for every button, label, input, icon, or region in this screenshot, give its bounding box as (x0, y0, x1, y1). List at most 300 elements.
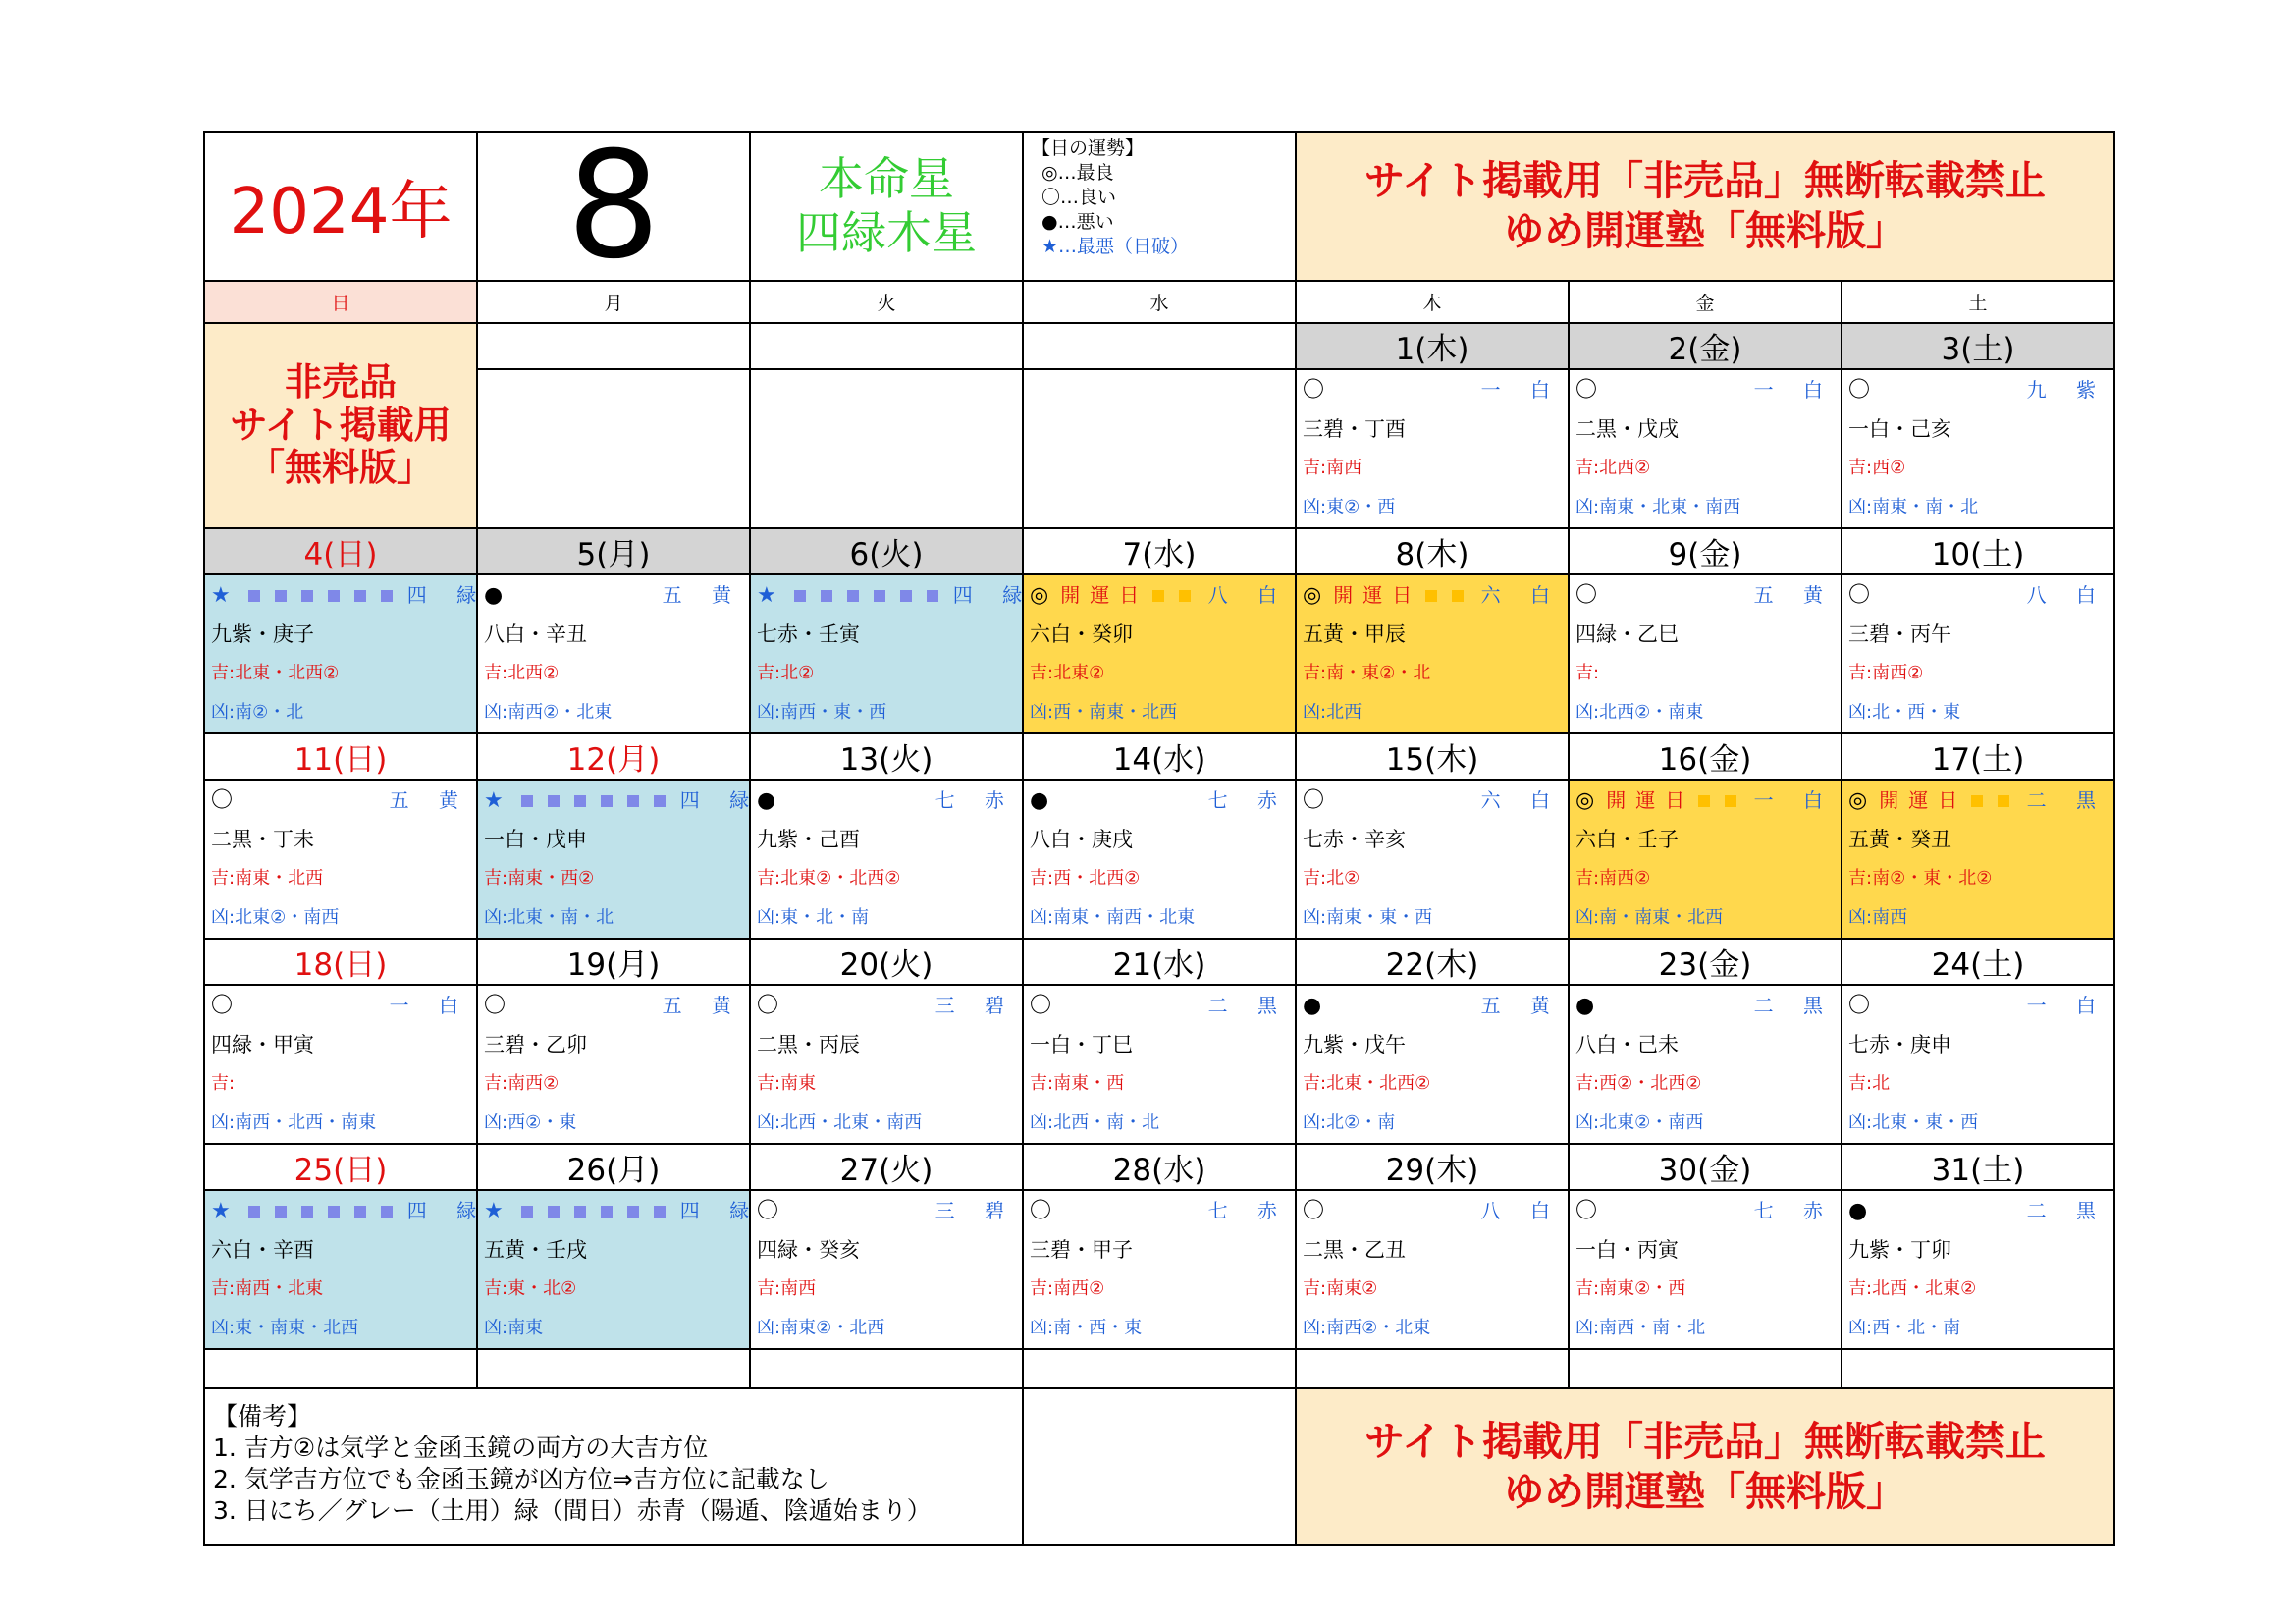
fortune-left (1575, 781, 1751, 821)
unlucky-directions: 凶:北西 (1303, 702, 1362, 723)
fortune-left (1303, 986, 1321, 1026)
blue-square-icon (548, 795, 560, 807)
date-cell: 24(土) (1842, 939, 2114, 985)
fortune-left (484, 1191, 680, 1231)
kyusei-star: 八 白 (2026, 583, 2108, 607)
unlucky-directions: 凶:南東・東・西 (1303, 907, 1433, 928)
fortune-mark: ◎ (1575, 787, 1595, 813)
unlucky-directions: 凶:北東②・南西 (1575, 1112, 1704, 1133)
blue-square-icon (248, 590, 260, 602)
lucky-directions: 吉:西②・北西② (1575, 1073, 1702, 1094)
lucky-directions: 吉:北② (757, 663, 815, 683)
kyusei-star: 七 赤 (1207, 1199, 1289, 1222)
lucky-directions: 吉: (211, 1073, 236, 1094)
date-row (204, 733, 2114, 780)
kanshi-line: 一白・丙寅 (1575, 1238, 1679, 1262)
unlucky-directions: 凶:西・南東・北西 (1030, 702, 1178, 723)
blue-square-icon (381, 1206, 393, 1218)
kyusei-star: 四 緑 (679, 1199, 762, 1222)
kanshi-line: 七赤・庚申 (1848, 1033, 1951, 1056)
yellow-square-icon (1179, 590, 1191, 602)
blue-square-icon (847, 590, 859, 602)
day-cell[interactable] (1842, 1190, 2114, 1349)
fortune-mark: ● (1030, 787, 1049, 813)
weekday-header: 金 (1569, 281, 1842, 323)
honmei-value: 四緑木星 (796, 206, 977, 259)
lucky-directions: 吉:南東・西② (484, 868, 595, 889)
yellow-square-icon (1998, 795, 2009, 807)
empty-cell (1023, 1388, 1296, 1545)
fortune-line (1570, 370, 1841, 409)
lucky-directions: 吉:北② (1303, 868, 1361, 889)
year-title: 2024年 (204, 132, 477, 281)
kanshi-line: 八白・庚戌 (1030, 828, 1133, 851)
yellow-square-icon (1452, 590, 1464, 602)
fortune-line (478, 986, 749, 1025)
date-cell: 3(土) (1842, 323, 2114, 369)
fortune-line (478, 1191, 762, 1230)
day-cell[interactable] (1569, 1190, 1842, 1349)
fortune-line (1297, 781, 1568, 820)
fortune-line (1024, 1191, 1295, 1230)
blue-square-icon (521, 1206, 533, 1218)
day-cell[interactable] (1296, 369, 1569, 528)
fortune-left (211, 986, 233, 1026)
kanshi-line: 六白・癸卯 (1030, 623, 1133, 646)
lucky-directions: 吉:北東② (1030, 663, 1105, 683)
legend-item-bad: ●…悪い (1041, 211, 1114, 234)
fortune-left (1575, 986, 1594, 1026)
notes-title: 【備考】 (213, 1402, 312, 1431)
blue-square-icon (328, 590, 340, 602)
fortune-line (1024, 575, 1295, 615)
fortune-left (484, 986, 506, 1026)
date-cell: 31(土) (1842, 1144, 2114, 1190)
lucky-directions: 吉:西・北西② (1030, 868, 1141, 889)
blue-square-icon (301, 1206, 313, 1218)
day-cell[interactable] (1569, 574, 1842, 733)
blue-square-icon (521, 795, 533, 807)
unlucky-directions: 凶:北・西・東 (1848, 702, 1961, 723)
fortune-line (1570, 781, 1841, 820)
fortune-mark: 〇 (1575, 377, 1598, 403)
fortune-mark: 〇 (1303, 1198, 1325, 1223)
kanshi-line: 九紫・戊午 (1303, 1033, 1406, 1056)
lucky-directions: 吉:南②・東・北② (1848, 868, 1993, 889)
fortune-mark: 〇 (1848, 377, 1871, 403)
fortune-mark: ◎ (1303, 582, 1322, 608)
empty-cell (1023, 1349, 1296, 1388)
kyusei-star: 二 黒 (2026, 788, 2108, 812)
kyusei-star: 五 黄 (1753, 583, 1835, 607)
lucky-directions: 吉: (1575, 663, 1600, 683)
fortune-line (1570, 1191, 1841, 1230)
free-edition-box (204, 323, 477, 528)
day-cell[interactable] (204, 1190, 489, 1349)
empty-cell (1842, 1349, 2114, 1388)
kanshi-line: 七赤・壬寅 (757, 623, 860, 646)
kyusei-star: 五 黄 (389, 788, 470, 812)
lucky-directions: 吉:南西② (1030, 1278, 1105, 1299)
fortune-mark: 〇 (1575, 582, 1598, 608)
date-cell: 28(水) (1023, 1144, 1296, 1190)
lucky-directions: 吉:南西・北東 (211, 1278, 324, 1299)
fortune-line (1842, 781, 2113, 820)
fortune-line (205, 986, 476, 1025)
unlucky-directions: 凶:南東・南・北 (1848, 497, 1979, 517)
kyusei-star: 一 白 (2026, 994, 2108, 1017)
lucky-directions: 吉:西② (1848, 458, 1906, 478)
fortune-left (1848, 575, 1870, 616)
lucky-directions: 吉:北東②・北西② (757, 868, 901, 889)
kyusei-star: 二 黒 (1753, 994, 1835, 1017)
fortune-mark: 〇 (1030, 1198, 1052, 1223)
free-edition-line: 非売品 (284, 359, 397, 404)
yellow-square-icon (1971, 795, 1983, 807)
yellow-square-icon (1698, 795, 1710, 807)
lucky-directions: 吉:南東・西 (1030, 1073, 1125, 1094)
fortune-left (1030, 1191, 1051, 1231)
date-cell: 20(火) (750, 939, 1023, 985)
fortune-left (1848, 370, 1870, 410)
notes-line: 3. 日にち／グレー（土用）緑（間日）赤青（陽遁、陰遁始まり） (213, 1496, 932, 1525)
blue-square-icon (574, 795, 586, 807)
fortune-mark: 〇 (1848, 993, 1871, 1018)
date-cell: 30(金) (1569, 1144, 1842, 1190)
unlucky-directions: 凶:南西②・北東 (1303, 1318, 1431, 1338)
fortune-mark: 〇 (1303, 377, 1325, 403)
date-cell: 6(火) (750, 528, 1023, 574)
weekday-header: 水 (1023, 281, 1296, 323)
day-cell[interactable] (204, 574, 489, 733)
kanshi-line: 九紫・庚子 (211, 623, 314, 646)
fortune-left (1303, 370, 1324, 410)
kanshi-line: 二黒・戊戌 (1575, 417, 1679, 441)
day-cell[interactable] (750, 574, 1035, 733)
kanshi-line: 一白・丁巳 (1030, 1033, 1133, 1056)
fortune-line (205, 781, 476, 820)
kaiun-label: 開運日 (1879, 787, 1968, 812)
blue-square-icon (381, 590, 393, 602)
legend-item-best: ◎…最良 (1041, 162, 1114, 185)
kyusei-star: 七 赤 (934, 788, 1016, 812)
day-cell[interactable] (750, 780, 1023, 939)
date-cell: 26(月) (477, 1144, 750, 1190)
unlucky-directions: 凶:南西・南・北 (1575, 1318, 1706, 1338)
fortune-line (751, 1191, 1022, 1230)
unlucky-directions: 凶:南西・東・西 (757, 702, 887, 723)
day-cell[interactable] (477, 985, 750, 1144)
fortune-line (205, 1191, 489, 1230)
fortune-left (1575, 575, 1597, 616)
fortune-line (478, 781, 762, 820)
kanshi-line: 五黄・壬戌 (484, 1238, 587, 1262)
kanshi-line: 三碧・丁酉 (1303, 417, 1406, 441)
unlucky-directions: 凶:南・南東・北西 (1575, 907, 1724, 928)
kanshi-line: 七赤・辛亥 (1303, 828, 1406, 851)
fortune-line (478, 575, 749, 615)
fortune-mark: 〇 (757, 993, 779, 1018)
fortune-line (1842, 986, 2113, 1025)
fortune-left (1848, 1191, 1867, 1231)
fortune-left (1575, 1191, 1597, 1231)
day-cell[interactable] (1842, 985, 2114, 1144)
fortune-mark: ★ (211, 582, 231, 608)
day-cell-empty (1023, 369, 1296, 528)
fortune-line (751, 986, 1022, 1025)
day-cell[interactable] (477, 574, 750, 733)
fortune-left (211, 1191, 407, 1231)
kanshi-line: 三碧・甲子 (1030, 1238, 1133, 1262)
fortune-mark: ★ (484, 787, 504, 813)
fortune-left (1575, 370, 1597, 410)
fortune-line (205, 575, 489, 615)
trailing-row (204, 1349, 2114, 1388)
kyusei-star: 二 黒 (1207, 994, 1289, 1017)
day-cell[interactable] (1569, 780, 1842, 939)
fortune-mark: 〇 (211, 787, 234, 813)
blue-square-icon (654, 1206, 666, 1218)
day-cell[interactable] (1842, 574, 2114, 733)
date-cell: 4(日) (204, 528, 477, 574)
date-cell: 14(水) (1023, 733, 1296, 780)
date-cell: 18(日) (204, 939, 477, 985)
fortune-left (1303, 1191, 1324, 1231)
calendar-table (203, 121, 2115, 1546)
honmei-label: 本命星 (819, 151, 954, 205)
fortune-left (1030, 575, 1205, 616)
kyusei-star: 五 黄 (1480, 994, 1562, 1017)
date-cell: 8(木) (1296, 528, 1569, 574)
weeks (204, 323, 2114, 1349)
fortune-left (757, 1191, 778, 1231)
blue-square-icon (654, 795, 666, 807)
day-cell[interactable] (750, 985, 1023, 1144)
fortune-line (1024, 986, 1295, 1025)
fortune-left (1848, 986, 1870, 1026)
lucky-directions: 吉:南西② (484, 1073, 560, 1094)
day-cell[interactable] (204, 985, 477, 1144)
kyusei-star: 七 赤 (1753, 1199, 1835, 1222)
day-cell[interactable] (1023, 574, 1296, 733)
day-cell[interactable] (477, 1190, 762, 1349)
day-cell[interactable] (1842, 780, 2114, 939)
fortune-mark: ◎ (1030, 582, 1049, 608)
date-cell: 25(日) (204, 1144, 477, 1190)
fortune-line (1842, 370, 2113, 409)
fortune-line (1297, 986, 1568, 1025)
kyusei-star: 九 紫 (2026, 378, 2108, 402)
notice-bottom (1296, 1388, 2114, 1545)
day-cell[interactable] (1842, 369, 2114, 528)
date-cell: 15(木) (1296, 733, 1569, 780)
unlucky-directions: 凶:南東・北東・南西 (1575, 497, 1741, 517)
day-cell[interactable] (1023, 1190, 1296, 1349)
blue-square-icon (275, 1206, 287, 1218)
fortune-left (1848, 781, 2024, 821)
date-cell-empty (750, 323, 1023, 369)
lucky-directions: 吉:北 (1848, 1073, 1891, 1094)
kyusei-star: 一 白 (1753, 788, 1835, 812)
date-cell: 5(月) (477, 528, 750, 574)
blue-square-icon (627, 1206, 639, 1218)
fortune-mark: ★ (757, 582, 776, 608)
honmei-star (750, 132, 1023, 281)
unlucky-directions: 凶:北西・北東・南西 (757, 1112, 923, 1133)
kanshi-line: 五黄・甲辰 (1303, 623, 1406, 646)
blue-square-icon (601, 1206, 613, 1218)
fortune-line (751, 781, 1022, 820)
fortune-line (1297, 575, 1568, 615)
day-cell[interactable] (477, 780, 762, 939)
kyusei-star: 五 黄 (662, 994, 743, 1017)
unlucky-directions: 凶:東・南東・北西 (211, 1318, 359, 1338)
kyusei-star: 八 白 (1207, 583, 1289, 607)
notice-line2: ゆめ開運塾「無料版」 (1504, 1468, 1906, 1515)
lucky-directions: 吉:南・東②・北 (1303, 663, 1431, 683)
fortune-line (1842, 575, 2113, 615)
lucky-directions: 吉:南東②・西 (1575, 1278, 1686, 1299)
notes-line: 2. 気学吉方位でも金函玉鏡が凶方位⇒吉方位に記載なし (213, 1465, 829, 1493)
fortune-left (484, 781, 680, 821)
unlucky-directions: 凶:南・西・東 (1030, 1318, 1143, 1338)
blue-square-row (794, 583, 953, 607)
content-row (204, 780, 2114, 939)
lucky-directions: 吉:南東② (1303, 1278, 1378, 1299)
unlucky-directions: 凶:北②・南 (1303, 1112, 1396, 1133)
fortune-left (1303, 781, 1324, 821)
date-cell: 13(火) (750, 733, 1023, 780)
kanshi-line: 四緑・癸亥 (757, 1238, 860, 1262)
lucky-directions: 吉:北西② (484, 663, 560, 683)
kyusei-star: 三 碧 (934, 1199, 1016, 1222)
day-cell[interactable] (1296, 1190, 1569, 1349)
day-cell[interactable] (1296, 574, 1569, 733)
free-edition-line: 「無料版」 (246, 446, 434, 490)
kanshi-line: 一白・己亥 (1848, 417, 1951, 441)
kanshi-line: 一白・戊申 (484, 828, 587, 851)
kaiun-label: 開運日 (1333, 582, 1422, 607)
blue-square-icon (601, 795, 613, 807)
fortune-mark: 〇 (1575, 1198, 1598, 1223)
unlucky-directions: 凶:南西②・北東 (484, 702, 613, 723)
date-cell: 1(木) (1296, 323, 1569, 369)
kanshi-line: 四緑・乙巳 (1575, 623, 1679, 646)
header-row (204, 132, 2114, 281)
blue-square-icon (900, 590, 912, 602)
fortune-mark: ★ (211, 1198, 231, 1223)
day-cell[interactable] (204, 780, 477, 939)
kanshi-line: 九紫・丁卯 (1848, 1238, 1951, 1262)
notes-line: 1. 吉方②は気学と金函玉鏡の両方の大吉方位 (213, 1434, 709, 1462)
lucky-directions: 吉:南西 (757, 1278, 817, 1299)
kyusei-star: 四 緑 (679, 788, 762, 812)
kyusei-star: 一 白 (1480, 378, 1562, 402)
unlucky-directions: 凶:東②・西 (1303, 497, 1396, 517)
fortune-left (211, 781, 233, 821)
date-cell: 7(水) (1023, 528, 1296, 574)
unlucky-directions: 凶:南西・北西・南東 (211, 1112, 377, 1133)
lucky-directions: 吉:南東・北西 (211, 868, 324, 889)
day-cell[interactable] (1569, 985, 1842, 1144)
day-cell[interactable] (1569, 369, 1842, 528)
empty-cell (1569, 1349, 1842, 1388)
lucky-directions: 吉:南西② (1575, 868, 1651, 889)
fortune-legend (1023, 132, 1296, 281)
kyusei-star: 四 緑 (952, 583, 1035, 607)
day-cell[interactable] (1023, 780, 1296, 939)
weekday-header: 月 (477, 281, 750, 323)
fortune-left (484, 575, 503, 616)
notes-box (204, 1388, 1023, 1545)
weekday-header: 木 (1296, 281, 1569, 323)
blue-square-icon (275, 590, 287, 602)
date-row (204, 528, 2114, 574)
fortune-line (1570, 575, 1841, 615)
unlucky-directions: 凶:北西②・南東 (1575, 702, 1704, 723)
yellow-square-icon (1425, 590, 1437, 602)
blue-square-row (521, 1199, 680, 1222)
weekday-row (204, 281, 2114, 323)
blue-square-icon (548, 1206, 560, 1218)
kyusei-star: 七 赤 (1207, 788, 1289, 812)
fortune-line (1842, 1191, 2113, 1230)
unlucky-directions: 凶:南東 (484, 1318, 544, 1338)
date-cell-empty (477, 323, 750, 369)
unlucky-directions: 凶:東・北・南 (757, 907, 870, 928)
date-row (204, 939, 2114, 985)
day-cell[interactable] (750, 1190, 1023, 1349)
date-row (204, 1144, 2114, 1190)
empty-cell (1296, 1349, 1569, 1388)
blue-square-row (521, 788, 680, 812)
fortune-left (757, 986, 778, 1026)
kanshi-line: 八白・己未 (1575, 1033, 1679, 1056)
fortune-left (757, 575, 953, 616)
day-cell-empty (477, 369, 750, 528)
notes-row (204, 1388, 2114, 1545)
lucky-directions: 吉:東・北② (484, 1278, 577, 1299)
kanshi-line: 三碧・乙卯 (484, 1033, 587, 1056)
legend-item-good: 〇…良い (1041, 187, 1117, 209)
blue-square-icon (821, 590, 832, 602)
lucky-directions: 吉:南西② (1848, 663, 1924, 683)
kyusei-star: 六 白 (1480, 583, 1562, 607)
blue-square-icon (874, 590, 885, 602)
kanshi-line: 二黒・丙辰 (757, 1033, 860, 1056)
fortune-line (1297, 370, 1568, 409)
free-edition-line: サイト掲載用 (230, 403, 452, 447)
kanshi-line: 二黒・乙丑 (1303, 1238, 1406, 1262)
date-cell: 29(木) (1296, 1144, 1569, 1190)
notice-line2: ゆめ開運塾「無料版」 (1504, 207, 1906, 254)
day-cell[interactable] (1023, 985, 1296, 1144)
unlucky-directions: 凶:北西・南・北 (1030, 1112, 1160, 1133)
day-cell[interactable] (1296, 985, 1569, 1144)
kanshi-line: 六白・辛酉 (211, 1238, 314, 1262)
day-cell[interactable] (1296, 780, 1569, 939)
blue-square-icon (794, 590, 806, 602)
fortune-left (757, 781, 775, 821)
unlucky-directions: 凶:南西 (1848, 907, 1908, 928)
unlucky-directions: 凶:北東・南・北 (484, 907, 614, 928)
fortune-mark: ● (1848, 1198, 1868, 1223)
date-cell: 12(月) (477, 733, 750, 780)
kyusei-star: 四 緑 (406, 583, 489, 607)
blue-square-icon (354, 1206, 366, 1218)
notice-line1: サイト掲載用「非売品」無断転載禁止 (1363, 1417, 2047, 1465)
lucky-directions: 吉:南西 (1303, 458, 1362, 478)
